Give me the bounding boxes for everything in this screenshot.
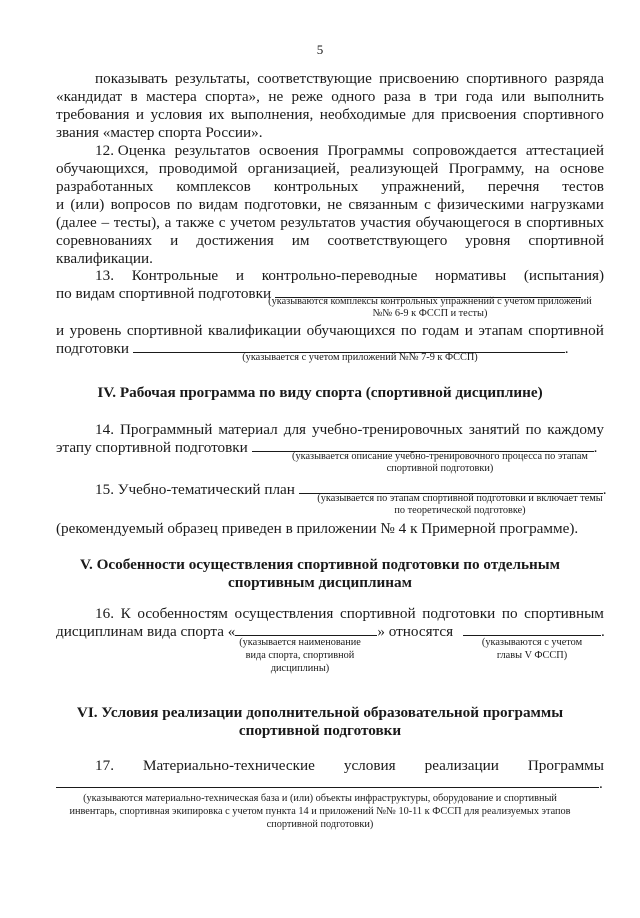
word: спортивным	[524, 605, 604, 622]
word: присвоению	[379, 70, 459, 87]
word: тестов	[562, 178, 604, 195]
p12-line-6	[56, 232, 604, 249]
word: связанным	[348, 196, 418, 213]
p13-line-3	[56, 322, 604, 339]
word: и	[135, 106, 145, 123]
p16-line-2-text-a: дисциплинам вида спорта «	[56, 623, 236, 640]
word: комплексов	[176, 178, 251, 195]
word: реже	[291, 88, 323, 105]
word: Материально-технические	[142, 757, 315, 774]
p16-note-left-line-3: дисциплины)	[270, 663, 330, 674]
p17-fill-blank	[56, 775, 599, 788]
p14-line-2-text: этапу спортивной подготовки	[56, 439, 248, 456]
word: 16.	[95, 605, 114, 622]
p17-note-line-2: инвентарь, спортивная экипировка с учетом пункта 14 и приложений №№ 10-11 к ФССП для реализуемых этапов	[69, 806, 571, 817]
section-6-title-line-1: VI. Условия реализации дополнительной образовательной программы	[76, 704, 564, 721]
word: одного	[331, 88, 376, 105]
p16-line-2-text-b: » относятся	[377, 623, 454, 640]
p15-line-1-text: 15. Учебно-тематический план	[95, 481, 295, 498]
word: обучающегося	[415, 214, 510, 231]
p14-line-1	[95, 421, 604, 438]
word: участия	[360, 214, 411, 231]
word: спортивной	[528, 232, 604, 249]
word: показывать	[95, 70, 168, 87]
word: 17.	[95, 757, 114, 774]
word: спорта»,	[205, 88, 260, 105]
word: достижения	[196, 232, 274, 249]
word: соревнованиях	[56, 232, 153, 249]
word: спортивной	[339, 605, 416, 622]
section-4-title: IV. Рабочая программа по виду спорта (спортивной дисциплине)	[97, 384, 543, 401]
word: 13.	[95, 267, 114, 284]
p12-line-5	[56, 214, 604, 231]
section-5-title-line-2: спортивным дисциплинам	[228, 574, 412, 591]
word: К	[120, 605, 131, 622]
p13-note-2: (указывается с учетом приложений №№ 7-9 к ФССП)	[242, 352, 478, 363]
p16-note-right-line-1: (указываются с учетом	[481, 637, 583, 648]
word: присвоения	[441, 106, 517, 123]
word: –	[101, 214, 110, 231]
p16-note-left-line-2: вида спорта, спортивной	[245, 650, 355, 661]
word: подготовки	[422, 605, 496, 622]
p12-line-1	[95, 142, 604, 159]
word: контрольно-переводные	[261, 267, 418, 284]
word: их	[208, 106, 225, 123]
word: необходимые	[319, 106, 406, 123]
word: по	[525, 421, 542, 438]
word: материал	[218, 421, 278, 438]
word: и	[235, 267, 245, 284]
word: с	[218, 214, 226, 231]
word: годам	[422, 322, 460, 339]
p13-note-1-line-2: №№ 6-9 к ФССП и тесты)	[372, 308, 488, 319]
word: перечня	[487, 178, 540, 195]
p17-note-line-3: спортивной подготовки)	[266, 819, 374, 830]
word: им	[291, 232, 310, 249]
word: особенностям	[137, 605, 228, 622]
p17-line-2	[56, 775, 603, 792]
word: для	[283, 421, 307, 438]
p17-line-1	[95, 757, 604, 774]
word: в	[514, 214, 522, 231]
word: 12. Оценка	[95, 142, 166, 159]
word: года	[465, 88, 494, 105]
word: (испытания)	[523, 267, 604, 284]
p16-line-1	[95, 605, 604, 622]
word: также	[176, 214, 215, 231]
word: по	[501, 605, 518, 622]
word: соответствующие	[257, 70, 372, 87]
word: на	[534, 160, 550, 177]
word: квалификации	[207, 322, 302, 339]
word: основе	[559, 160, 604, 177]
p14-note-line-2: спортивной подготовки)	[386, 463, 494, 474]
p15-line-1-end: .	[602, 481, 607, 498]
word: результатов	[280, 214, 356, 231]
word: и	[56, 322, 65, 339]
word: спортивного	[522, 106, 604, 123]
p17-note-line-1: (указываются материально-техническая база и (или) объекты инфраструктуры, оборудование и спортивный	[83, 793, 557, 804]
word: а	[164, 214, 172, 231]
word: разряда	[554, 70, 604, 87]
word: условия	[343, 757, 396, 774]
word: этапам	[478, 322, 523, 339]
word: выполнить	[533, 88, 604, 105]
word: нормативы	[435, 267, 507, 284]
p11-line-2	[56, 88, 604, 105]
page-number: 5	[316, 42, 324, 57]
word: спортивной	[528, 322, 604, 339]
word: «кандидат	[56, 88, 123, 105]
word: занятий	[468, 421, 520, 438]
word: (далее	[56, 214, 97, 231]
p11-line-1	[95, 70, 604, 87]
word: с	[424, 196, 431, 213]
word: в	[419, 88, 427, 105]
p13-line-4-end: .	[564, 340, 569, 357]
p13-line-1	[95, 267, 604, 284]
word: обучающихся	[306, 322, 396, 339]
word: вопросов	[110, 196, 171, 213]
p12-line-4	[56, 196, 604, 213]
word: проводимой	[158, 160, 238, 177]
word: Программы	[327, 142, 404, 159]
word: раза	[383, 88, 411, 105]
word: уровня	[465, 232, 511, 249]
word: и	[170, 232, 179, 249]
word: видам	[198, 196, 239, 213]
word: или	[501, 88, 526, 105]
p16-fill-blank-features	[463, 623, 601, 636]
p12-line-3	[56, 178, 604, 195]
word: Программу,	[448, 160, 525, 177]
p11-line-3	[56, 106, 604, 123]
word: спортивной	[126, 322, 203, 339]
word: условия	[150, 106, 203, 123]
p13-note-1-line-1: (указываются комплексы контрольных упражнений с учетом приложений	[268, 296, 592, 307]
word: контрольных	[273, 178, 359, 195]
section-6-title-line-2: спортивной подготовки	[238, 722, 402, 739]
word: тесты),	[113, 214, 160, 231]
word: сопровождается	[412, 142, 517, 159]
word: физическими	[437, 196, 524, 213]
p14-line-2-end: .	[593, 439, 598, 456]
word: мастера	[146, 88, 197, 105]
word: реализации	[424, 757, 499, 774]
word: Программы	[527, 757, 604, 774]
section-5-title-line-1: V. Особенности осуществления спортивной подготовки по отдельным	[79, 556, 561, 573]
p15-note-line-2: по теоретической подготовке)	[394, 505, 526, 516]
word: обучающихся,	[56, 160, 149, 177]
word: и	[56, 196, 65, 213]
p16-line-2-end: .	[600, 623, 605, 640]
p17-line-2-end: .	[599, 775, 603, 792]
word: спортивного	[466, 70, 548, 87]
word: в	[130, 88, 138, 105]
word: не	[268, 88, 284, 105]
word: 14.	[95, 421, 114, 438]
p11-line-4: звания «мастер спорта России».	[56, 124, 263, 141]
word: аттестацией	[525, 142, 604, 159]
word: результаты,	[175, 70, 250, 87]
word: (или)	[70, 196, 105, 213]
word: Программный	[119, 421, 213, 438]
p15-note-line-1: (указывается по этапам спортивной подготовки и включает темы	[317, 493, 603, 504]
word: реализующей	[350, 160, 439, 177]
p15-line-2: (рекомендуемый образец приведен в приложении № 4 к Примерной программе).	[56, 520, 579, 537]
word: учетом	[230, 214, 276, 231]
word: учебно-тренировочных	[311, 421, 463, 438]
p13-line-2-text: по видам спортивной подготовки	[56, 285, 272, 302]
word: каждому	[547, 421, 604, 438]
p16-fill-blank-sport	[235, 623, 377, 636]
word: спортивных	[526, 214, 604, 231]
word: по	[400, 322, 417, 339]
word: разработанных	[56, 178, 154, 195]
word: для	[412, 106, 435, 123]
word: соответствующего	[327, 232, 448, 249]
p16-note-left-line-1: (указывается наименование	[239, 637, 361, 648]
word: результатов	[174, 142, 251, 159]
word: уровень	[69, 322, 122, 339]
p13-line-4-text: подготовки	[56, 340, 129, 357]
word: организацией,	[247, 160, 340, 177]
p12-line-7: квалификации.	[56, 250, 153, 267]
word: и	[464, 322, 473, 339]
word: по	[176, 196, 193, 213]
word: не	[327, 196, 343, 213]
word: осуществления	[234, 605, 334, 622]
word: требования	[56, 106, 130, 123]
p14-note-line-1: (указывается описание учебно-тренировочного процесса по этапам	[292, 451, 588, 462]
p12-line-2	[56, 160, 604, 177]
word: нагрузками	[530, 196, 604, 213]
word: упражнений,	[381, 178, 465, 195]
word: три	[434, 88, 458, 105]
p16-note-right-line-2: главы V ФССП)	[496, 650, 568, 661]
word: выполнения,	[230, 106, 314, 123]
word: Контрольные	[131, 267, 219, 284]
word: подготовки,	[244, 196, 322, 213]
word: освоения	[259, 142, 319, 159]
